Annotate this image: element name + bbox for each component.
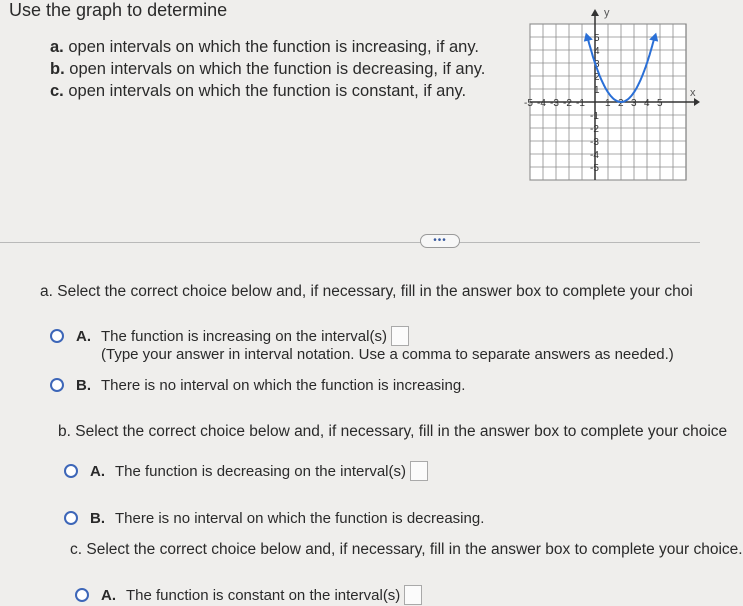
graph-svg xyxy=(524,6,700,184)
part-c-choice-a[interactable] xyxy=(75,585,422,605)
x-axis-label: x xyxy=(690,87,696,99)
y-tick-label: -2 xyxy=(590,124,599,135)
answer-input-b[interactable] xyxy=(410,461,428,481)
x-tick-label: 5 xyxy=(657,98,663,109)
item-text: open intervals on which the function is decreasing, if any. xyxy=(69,60,486,78)
y-tick-label: 3 xyxy=(594,59,600,70)
part-b-choice-a[interactable] xyxy=(64,461,428,481)
choice-text: The function is decreasing on the interval(s) xyxy=(115,463,406,480)
x-tick-label: 3 xyxy=(631,98,637,109)
choice-letter: A. xyxy=(90,463,105,480)
choice-text: The function is increasing on the interval(s) xyxy=(101,328,387,345)
part-a-hint: (Type your answer in interval notation. Use a comma to separate answers as needed.) xyxy=(101,346,674,363)
question-item-b xyxy=(50,60,485,79)
x-tick-label: -3 xyxy=(550,98,559,109)
x-tick-label: -4 xyxy=(537,98,546,109)
answer-input-a[interactable] xyxy=(391,326,409,346)
radio-button[interactable] xyxy=(64,511,78,525)
y-tick-label: -1 xyxy=(590,111,599,122)
function-graph xyxy=(524,6,700,184)
item-letter: c. xyxy=(50,82,64,100)
x-tick-label: -5 xyxy=(524,98,533,109)
y-tick-label: 4 xyxy=(594,46,600,57)
item-letter: b. xyxy=(50,60,65,78)
item-letter: a. xyxy=(50,38,64,56)
y-tick-label: -3 xyxy=(590,137,599,148)
section-divider xyxy=(0,242,700,243)
part-b-choice-b[interactable] xyxy=(64,510,484,527)
question-item-a xyxy=(50,38,479,57)
y-tick-label: 5 xyxy=(594,33,600,44)
choice-text: The function is constant on the interval(s) xyxy=(126,587,401,604)
x-tick-label: 4 xyxy=(644,98,650,109)
item-text: open intervals on which the function is increasing, if any. xyxy=(68,38,479,56)
choice-letter: A. xyxy=(76,328,91,345)
question-item-c xyxy=(50,82,466,101)
part-c-prompt: c. Select the correct choice below and, if necessary, fill in the answer box to complete your choice. xyxy=(70,541,743,558)
choice-letter: B. xyxy=(76,377,91,394)
choice-text: There is no interval on which the function is decreasing. xyxy=(115,510,485,527)
part-a-prompt: a. Select the correct choice below and, if necessary, fill in the answer box to complete your choi xyxy=(40,283,693,300)
more-options-button[interactable]: ••• xyxy=(420,234,460,248)
x-tick-label: -1 xyxy=(576,98,585,109)
y-axis-label: y xyxy=(604,7,610,19)
part-a-choice-b[interactable] xyxy=(50,377,465,394)
y-tick-label: -5 xyxy=(590,163,599,174)
x-tick-label: 2 xyxy=(618,98,624,109)
radio-button[interactable] xyxy=(75,588,89,602)
y-tick-label: 1 xyxy=(594,85,600,96)
radio-button[interactable] xyxy=(50,378,64,392)
choice-letter: A. xyxy=(101,587,116,604)
radio-button[interactable] xyxy=(64,464,78,478)
item-text: open intervals on which the function is constant, if any. xyxy=(68,82,467,100)
x-axis-arrow xyxy=(694,98,700,106)
radio-button[interactable] xyxy=(50,329,64,343)
x-tick-label: 1 xyxy=(605,98,611,109)
y-tick-label: -4 xyxy=(590,150,599,161)
choice-text: There is no interval on which the function is increasing. xyxy=(101,377,466,394)
x-tick-label: -2 xyxy=(563,98,572,109)
question-title: Use the graph to determine xyxy=(9,0,228,20)
part-b-prompt: b. Select the correct choice below and, if necessary, fill in the answer box to complete your choice xyxy=(58,423,728,440)
answer-input-c[interactable] xyxy=(404,585,422,605)
y-axis-arrow xyxy=(591,9,599,16)
y-tick-label: 2 xyxy=(594,72,600,83)
part-a-choice-a[interactable] xyxy=(50,326,409,346)
choice-letter: B. xyxy=(90,510,105,527)
